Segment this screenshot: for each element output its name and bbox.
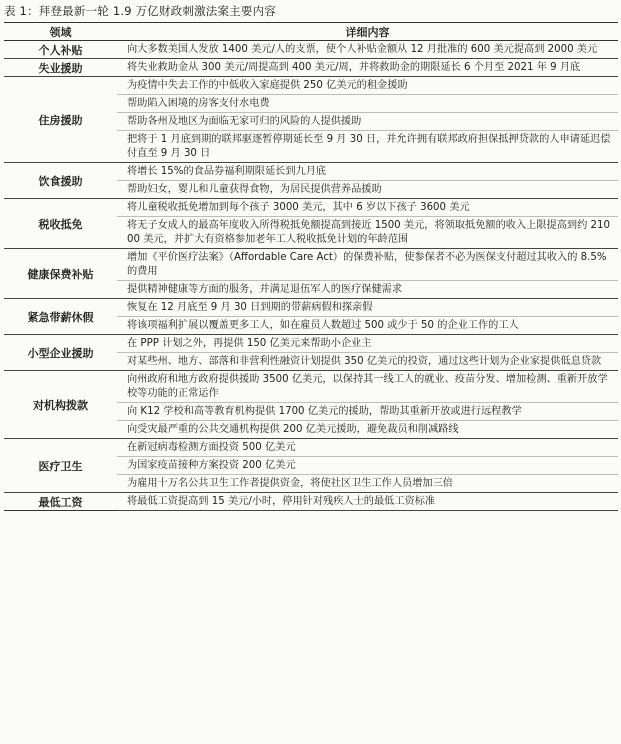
detail-cell: 向 K12 学校和高等教育机构提供 1700 亿美元的援助，帮助其重新开放或进行远程教学: [117, 403, 618, 421]
table-row: [4, 163, 618, 181]
detail-cell: 提供精神健康等方面的服务，并满足退伍军人的医疗保健需求: [117, 281, 618, 299]
table-row: [4, 59, 618, 77]
table-row: [4, 439, 618, 457]
table-caption: 表 1：拜登最新一轮 1.9 万亿财政刺激法案主要内容: [4, 4, 276, 18]
detail-cell: 帮助陷入困境的房客支付水电费: [117, 95, 618, 113]
detail-cell: 向大多数美国人发放 1400 美元/人的支票，使个人补贴金额从 12 月批准的 600 美元提高到 2000 美元: [117, 41, 618, 59]
domain-cell: 小型企业援助: [4, 335, 117, 371]
table-row: [4, 299, 618, 317]
table-row: [4, 77, 618, 95]
detail-cell: 将增长 15%的食品券福利期限延长到九月底: [117, 163, 618, 181]
detail-cell: 帮助妇女，婴儿和儿童获得食物，为居民提供营养品援助: [117, 181, 618, 199]
header-detail: 详细内容: [117, 23, 618, 41]
detail-cell: 为国家疫苗接种方案投资 200 亿美元: [117, 457, 618, 475]
detail-cell: 将无子女成人的最高年度收入所得税抵免额提高到接近 1500 美元，将领取抵免额的收入上限提高到约 21000 美元，并扩大有资格参加老年工人税收抵免计划的年龄范围: [117, 217, 618, 249]
detail-cell: 为疫情中失去工作的中低收入家庭提供 250 亿美元的租金援助: [117, 77, 618, 95]
header-row: [4, 23, 618, 41]
detail-cell: 恢复在 12 月底至 9 月 30 日到期的带薪病假和探亲假: [117, 299, 618, 317]
detail-cell: 为雇用十万名公共卫生工作者提供资金，将使社区卫生工作人员增加三倍: [117, 475, 618, 493]
detail-cell: 将失业救助金从 300 美元/周提高到 400 美元/周，并将救助金的期限延长 6 个月至 2021 年 9 月底: [117, 59, 618, 77]
header-domain: 领域: [4, 23, 117, 41]
domain-cell: 对机构拨款: [4, 371, 117, 439]
table-row: [4, 371, 618, 403]
detail-cell: 将儿童税收抵免增加到每个孩子 3000 美元，其中 6 岁以下孩子 3600 美元: [117, 199, 618, 217]
domain-cell: 紧急带薪休假: [4, 299, 117, 335]
domain-cell: 税收抵免: [4, 199, 117, 249]
table-row: [4, 335, 618, 353]
detail-cell: 将该项福利扩展以覆盖更多工人，如在雇员人数超过 500 或少于 50 的企业工作的工人: [117, 317, 618, 335]
table-body: [4, 41, 618, 511]
table-row: [4, 199, 618, 217]
detail-cell: 在 PPP 计划之外，再提供 150 亿美元来帮助小企业主: [117, 335, 618, 353]
domain-cell: 医疗卫生: [4, 439, 117, 493]
detail-cell: 将最低工资提高到 15 美元/小时，停用针对残疾人士的最低工资标准: [117, 493, 618, 511]
detail-cell: 在新冠病毒检测方面投资 500 亿美元: [117, 439, 618, 457]
domain-cell: 健康保费补贴: [4, 249, 117, 299]
detail-cell: 向州政府和地方政府提供援助 3500 亿美元，以保持其一线工人的就业、疫苗分发、增加检测、重新开放学校等功能的正常运作: [117, 371, 618, 403]
detail-cell: 增加《平价医疗法案》（Affordable Care Act）的保费补贴，使参保者不必为医保支付超过其收入的 8.5%的费用: [117, 249, 618, 281]
table-row: [4, 493, 618, 511]
detail-cell: 对某些州、地方、部落和非营利性融资计划提供 350 亿美元的投资，通过这些计划为企业家提供低息贷款: [117, 353, 618, 371]
table-row: [4, 41, 618, 59]
domain-cell: 失业援助: [4, 59, 117, 77]
detail-cell: 帮助各州及地区为面临无家可归的风险的人提供援助: [117, 113, 618, 131]
domain-cell: 个人补贴: [4, 41, 117, 59]
table-row: [4, 249, 618, 281]
detail-cell: 把将于 1 月底到期的联邦驱逐暂停期延长至 9 月 30 日，并允许拥有联邦政府担保抵押贷款的人申请延迟偿付直至 9 月 30 日: [117, 131, 618, 163]
detail-cell: 向受灾最严重的公共交通机构提供 200 亿美元援助，避免裁员和削减路线: [117, 421, 618, 439]
domain-cell: 最低工资: [4, 493, 117, 511]
stimulus-table: [4, 22, 618, 511]
domain-cell: 住房援助: [4, 77, 117, 163]
domain-cell: 饮食援助: [4, 163, 117, 199]
